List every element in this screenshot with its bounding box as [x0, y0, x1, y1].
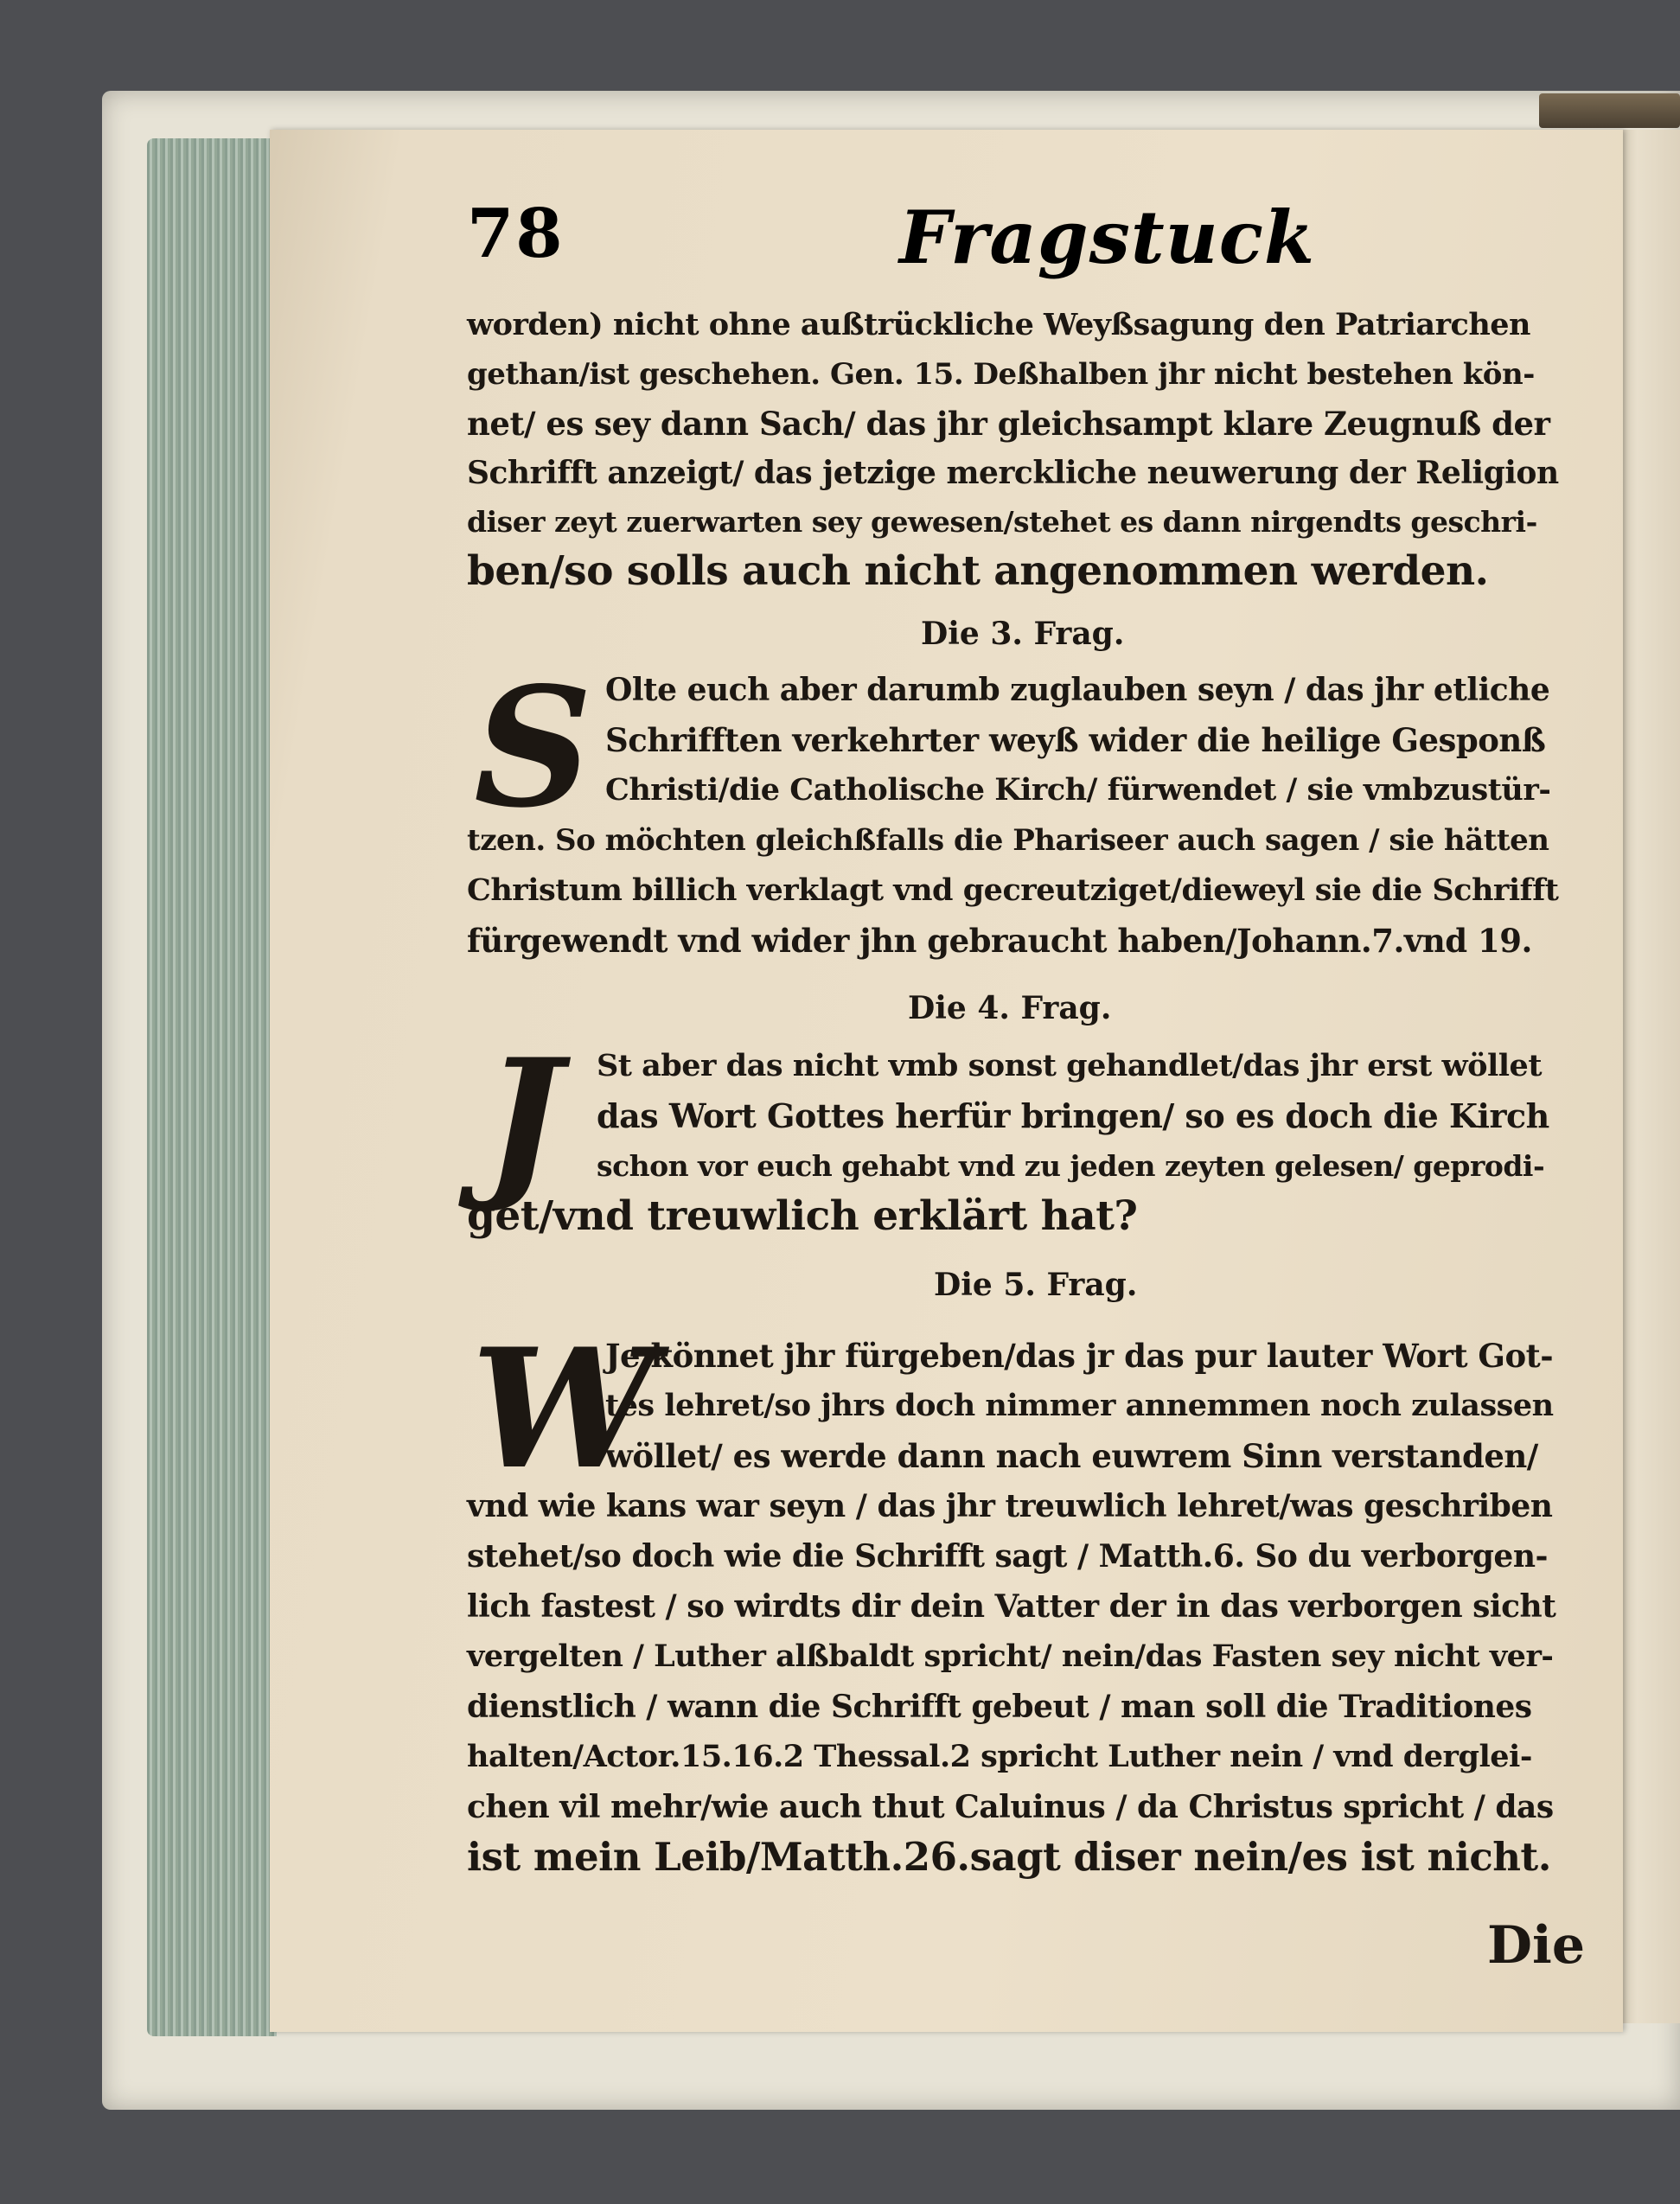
section-line: wöllet/ es werde dann nach euwrem Sinn verstanden/	[605, 1437, 1538, 1475]
section-heading: Die 5. Frag.	[934, 1267, 1138, 1303]
section-line: stehet/so doch wie die Schrifft sagt / Matth.6. So du verborgen-	[467, 1538, 1548, 1575]
section-heading: Die 3. Frag.	[921, 616, 1125, 652]
section-line: Christum billich verklagt vnd gecreutziget/dieweyl sie die Schrifft	[467, 872, 1559, 908]
section-line: halten/Actor.15.16.2 Thessal.2 spricht Luther nein / vnd derglei-	[467, 1739, 1532, 1774]
section-line: vergelten / Luther alßbaldt spricht/ nein/das Fasten sey nicht ver-	[467, 1639, 1554, 1674]
page-number: 78	[467, 195, 565, 273]
intro-line: Schrifft anzeigt/ das jetzige merckliche neuwerung der Religion	[467, 455, 1559, 491]
drop-cap: J	[484, 1023, 562, 1216]
drop-cap: W	[471, 1313, 656, 1505]
intro-line: net/ es sey dann Sach/ das jhr gleichsampt klare Zeugnuß der	[467, 405, 1550, 443]
section-line: Christi/die Catholische Kirch/ fürwendet / sie vmbzustür-	[605, 772, 1551, 808]
running-title: Fragstuck	[899, 195, 1316, 280]
section-line: Olte euch aber darumb zuglauben seyn / das jhr etliche	[605, 672, 1550, 708]
section-line: schon vor euch gehabt vnd zu jeden zeyten gelesen/ geprodi-	[597, 1149, 1545, 1183]
intro-line: worden) nicht ohne außtrückliche Weyßsagung den Patriarchen	[467, 307, 1531, 342]
drop-cap: S	[474, 651, 593, 844]
section-line: dienstlich / wann die Schrifft gebeut / man soll die Traditiones	[467, 1689, 1532, 1725]
section-line: lich fastest / so wirdts dir dein Vatter der in das verborgen sicht	[467, 1588, 1556, 1625]
section-line: get/vnd treuwlich erklärt hat?	[467, 1192, 1138, 1240]
section-line: St aber das nicht vmb sonst gehandlet/das jhr erst wöllet	[597, 1048, 1542, 1083]
intro-line: gethan/ist geschehen. Gen. 15. Deßhalben jhr nicht bestehen kön-	[467, 357, 1535, 392]
section-line: chen vil mehr/wie auch thut Caluinus / da Christus spricht / das	[467, 1789, 1554, 1825]
section-line: ist mein Leib/Matth.26.sagt diser nein/es ist nicht.	[467, 1834, 1551, 1880]
page-edges	[147, 138, 277, 2036]
section-line: fürgewendt vnd wider jhn gebraucht haben/Johann.7.vnd 19.	[467, 922, 1532, 960]
section-line: tes lehret/so jhrs doch nimmer annemmen noch zulassen	[605, 1388, 1554, 1423]
section-heading: Die 4. Frag.	[908, 990, 1112, 1026]
binding-top	[1539, 93, 1680, 128]
intro-line: ben/so solls auch nicht angenommen werden.	[467, 547, 1489, 595]
catchword: Die	[1487, 1915, 1585, 1976]
section-line: vnd wie kans war seyn / das jhr treuwlich lehret/was geschriben	[467, 1488, 1553, 1524]
page-header	[467, 195, 1556, 290]
section-line: tzen. So möchten gleichßfalls die Phariseer auch sagen / sie hätten	[467, 823, 1549, 858]
section-line: Je könnet jhr fürgeben/das jr das pur lauter Wort Got-	[605, 1337, 1554, 1375]
section-line: Schrifften verkehrter weyß wider die heilige Gesponß	[605, 721, 1546, 759]
section-line: das Wort Gottes herfür bringen/ so es doch die Kirch	[597, 1096, 1549, 1135]
intro-line: diser zeyt zuerwarten sey gewesen/stehet es dann nirgendts geschri-	[467, 505, 1537, 539]
